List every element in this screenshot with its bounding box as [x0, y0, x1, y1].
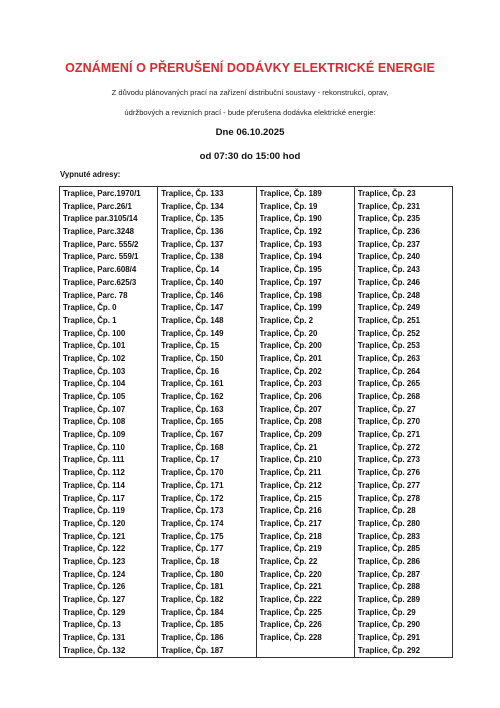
address-cell: Traplice, Čp. 165 — [161, 417, 224, 427]
address-cell: Traplice, Čp. 14 — [161, 265, 220, 275]
address-cell: Traplice, Čp. 210 — [259, 455, 322, 465]
address-cell: Traplice, Čp. 103 — [63, 366, 126, 376]
address-cell: Traplice, Čp. 286 — [357, 556, 421, 566]
address-cell: Traplice, Čp. 287 — [357, 569, 421, 579]
address-cell: Traplice, Čp. 198 — [259, 290, 322, 300]
address-cell: Traplice, Čp. 136 — [161, 227, 224, 237]
address-cell: Traplice, Čp. 20 — [259, 328, 318, 338]
address-cell: Traplice, Čp. 231 — [357, 201, 421, 211]
address-cell: Traplice, Čp. 126 — [63, 582, 126, 592]
address-cell: Traplice, Parc.608/4 — [63, 265, 137, 275]
address-cell: Traplice, Čp. 243 — [357, 265, 421, 275]
address-cell: Traplice, Čp. 271 — [357, 430, 421, 440]
address-cell: Traplice, Čp. 216 — [259, 506, 322, 516]
address-cell: Traplice, Čp. 102 — [63, 353, 126, 363]
address-cell: Traplice, Čp. 207 — [259, 404, 322, 414]
address-cell: Traplice, Čp. 0 — [63, 303, 117, 313]
address-cell: Traplice, Čp. 288 — [357, 582, 421, 592]
address-cell: Traplice, Čp. 104 — [63, 379, 126, 389]
address-cell: Traplice, Čp. 277 — [357, 480, 421, 490]
address-cell: Traplice, Čp. 206 — [259, 392, 322, 401]
address-cell: Traplice, Čp. 112 — [63, 468, 125, 478]
address-cell: Traplice, Čp. 114 — [63, 480, 125, 490]
address-cell: Traplice, Čp. 167 — [161, 430, 224, 440]
address-cell: Traplice, Čp. 276 — [357, 468, 421, 478]
address-cell: Traplice, Čp. 2 — [259, 315, 314, 325]
address-cell: Traplice, Čp. 105 — [63, 392, 126, 401]
address-cell: Traplice, Čp. 184 — [161, 607, 224, 617]
address-cell: Traplice, Čp. 291 — [357, 633, 421, 643]
address-cell: Traplice, Čp. 263 — [357, 353, 421, 363]
address-column — [257, 187, 355, 657]
address-cell: Traplice, Čp. 135 — [161, 214, 224, 224]
address-cell: Traplice, Čp. 148 — [161, 315, 224, 325]
address-cell: Traplice, Čp. 218 — [259, 531, 322, 541]
address-cell: Traplice, Čp. 253 — [357, 341, 421, 351]
address-cell: Traplice, Čp. 193 — [259, 239, 322, 249]
address-cell: Traplice, Čp. 272 — [357, 442, 421, 452]
address-cell: Traplice, Čp. 270 — [357, 417, 421, 427]
address-cell: Traplice, Čp. 107 — [63, 404, 126, 414]
address-cell: Traplice, Čp. 23 — [357, 189, 416, 198]
address-cell: Traplice, Čp. 149 — [161, 328, 224, 338]
address-cell: Traplice, Čp. 194 — [259, 252, 322, 262]
address-cell: Traplice, Čp. 249 — [357, 303, 421, 313]
address-cell: Traplice, Čp. 29 — [357, 607, 416, 617]
address-cell: Traplice, Čp. 236 — [357, 227, 421, 237]
address-cell: Traplice, Čp. 21 — [259, 442, 318, 452]
address-cell: Traplice, Čp. 174 — [161, 518, 224, 528]
address-cell: Traplice, Čp. 147 — [161, 303, 224, 313]
address-cell: Traplice, Čp. 248 — [357, 290, 421, 300]
address-cell: Traplice, Čp. 219 — [259, 544, 322, 554]
address-cell: Traplice, Čp. 127 — [63, 595, 126, 604]
address-cell: Traplice, Čp. 225 — [259, 607, 322, 617]
address-cell: Traplice, Čp. 123 — [63, 556, 126, 566]
address-cell: Traplice, Čp. 146 — [161, 290, 224, 300]
address-cell: Traplice, Čp. 27 — [357, 404, 416, 414]
address-cell: Traplice, Parc. 559/1 — [63, 252, 139, 262]
address-cell: Traplice, Čp. 235 — [357, 214, 421, 224]
address-cell: Traplice, Čp. 121 — [63, 531, 126, 541]
address-cell: Traplice, Čp. 192 — [259, 227, 322, 237]
address-cell: Traplice, Čp. 162 — [161, 392, 224, 401]
address-cell: Traplice, Čp. 182 — [161, 595, 224, 604]
address-cell: Traplice, Čp. 215 — [259, 493, 322, 503]
address-cell: Traplice, Čp. 108 — [63, 417, 126, 427]
address-cell: Traplice, Čp. 18 — [161, 556, 220, 566]
address-cell: Traplice, Čp. 175 — [161, 531, 224, 541]
address-cell: Traplice, Čp. 220 — [259, 569, 322, 579]
address-cell: Traplice, Čp. 209 — [259, 430, 322, 440]
address-cell: Traplice, Čp. 208 — [259, 417, 322, 427]
address-cell: Traplice, Čp. 203 — [259, 379, 322, 389]
outage-date: Dne 06.10.2025 — [215, 127, 285, 138]
address-cell: Traplice, Čp. 13 — [63, 620, 121, 630]
address-cell: Traplice, Parc. 555/2 — [63, 239, 139, 249]
address-cell: Traplice, Čp. 101 — [63, 341, 126, 351]
address-cell: Traplice, Čp. 17 — [161, 455, 220, 465]
address-cell: Traplice, Čp. 187 — [161, 645, 224, 655]
address-cell: Traplice, Čp. 186 — [161, 633, 224, 643]
address-cell: Traplice par.3105/14 — [63, 214, 138, 224]
address-cell: Traplice, Čp. 246 — [357, 277, 421, 287]
address-cell: Traplice, Čp. 109 — [63, 430, 126, 440]
address-cell: Traplice, Čp. 285 — [357, 544, 421, 554]
address-cell: Traplice, Čp. 181 — [161, 582, 224, 592]
notice-title: OZNÁMENÍ O PŘERUŠENÍ DODÁVKY ELEKTRICKÉ ENERGIE — [65, 61, 435, 75]
outage-time: od 07:30 do 15:00 hod — [199, 151, 301, 162]
address-cell: Traplice, Čp. 251 — [357, 315, 421, 325]
address-cell: Traplice, Čp. 290 — [357, 620, 421, 630]
address-cell: Traplice, Čp. 131 — [63, 633, 126, 643]
address-cell: Traplice, Čp. 265 — [357, 379, 421, 389]
address-cell: Traplice, Čp. 264 — [357, 366, 421, 376]
address-column — [60, 187, 158, 657]
address-cell: Traplice, Čp. 202 — [259, 366, 322, 376]
address-cell: Traplice, Čp. 161 — [161, 379, 224, 389]
address-cell: Traplice, Čp. 280 — [357, 518, 421, 528]
address-table — [59, 186, 453, 658]
intro-text-line-2: údržbových a revizních prací - bude přerušena dodávka elektrické energie: — [124, 108, 376, 117]
address-cell: Traplice, Čp. 137 — [161, 239, 224, 249]
address-cell: Traplice, Čp. 190 — [259, 214, 322, 224]
address-cell: Traplice, Čp. 100 — [63, 328, 126, 338]
address-cell: Traplice, Čp. 138 — [161, 252, 224, 262]
address-cell: Traplice, Čp. 189 — [259, 189, 322, 198]
address-cell: Traplice, Čp. 240 — [357, 252, 421, 262]
address-cell: Traplice, Parc.26/1 — [63, 201, 132, 211]
address-cell: Traplice, Parc.3248 — [63, 227, 135, 237]
address-cell: Traplice, Čp. 228 — [259, 633, 322, 643]
address-cell: Traplice, Čp. 292 — [357, 645, 421, 655]
address-cell: Traplice, Čp. 180 — [161, 569, 224, 579]
address-cell: Traplice, Čp. 129 — [63, 607, 126, 617]
address-cell: Traplice, Čp. 168 — [161, 442, 224, 452]
address-cell: Traplice, Čp. 16 — [161, 366, 220, 376]
address-cell: Traplice, Čp. 211 — [259, 468, 322, 478]
address-cell: Traplice, Čp. 134 — [161, 201, 224, 211]
address-cell: Traplice, Čp. 200 — [259, 341, 322, 351]
address-cell: Traplice, Čp. 252 — [357, 328, 421, 338]
address-cell: Traplice, Čp. 171 — [161, 480, 224, 490]
address-cell: Traplice, Čp. 222 — [259, 595, 322, 604]
address-cell: Traplice, Čp. 140 — [161, 277, 224, 287]
address-cell: Traplice, Čp. 199 — [259, 303, 322, 313]
address-cell: Traplice, Čp. 117 — [63, 493, 125, 503]
address-cell: Traplice, Čp. 172 — [161, 493, 224, 503]
address-cell: Traplice, Čp. 163 — [161, 404, 224, 414]
address-cell: Traplice, Parc.1970/1 — [63, 189, 141, 198]
address-cell: Traplice, Čp. 122 — [63, 544, 126, 554]
address-cell: Traplice, Čp. 226 — [259, 620, 322, 630]
address-cell: Traplice, Čp. 111 — [63, 455, 125, 465]
address-cell: Traplice, Čp. 237 — [357, 239, 421, 249]
address-cell: Traplice, Čp. 28 — [357, 506, 416, 516]
address-cell: Traplice, Čp. 185 — [161, 620, 224, 630]
address-cell: Traplice, Čp. 150 — [161, 353, 224, 363]
address-cell: Traplice, Čp. 177 — [161, 544, 224, 554]
address-cell: Traplice, Čp. 289 — [357, 595, 421, 604]
address-cell: Traplice, Čp. 133 — [161, 189, 224, 198]
address-cell: Traplice, Čp. 119 — [63, 506, 125, 516]
address-column — [355, 187, 452, 657]
address-cell: Traplice, Čp. 283 — [357, 531, 421, 541]
addresses-label: Vypnuté adresy: — [60, 170, 121, 179]
address-cell: Traplice, Čp. 124 — [63, 569, 126, 579]
address-cell: Traplice, Čp. 195 — [259, 265, 322, 275]
address-cell: Traplice, Parc.625/3 — [63, 277, 137, 287]
address-cell: Traplice, Parc. 78 — [63, 290, 128, 300]
address-cell: Traplice, Čp. 221 — [259, 582, 322, 592]
intro-text-line-1: Z důvodu plánovaných prací na zařízení distribuční soustavy - rekonstrukcí, oprav, — [111, 88, 389, 97]
address-cell: Traplice, Čp. 15 — [161, 341, 220, 351]
address-cell: Traplice, Čp. 120 — [63, 518, 126, 528]
address-cell: Traplice, Čp. 110 — [63, 442, 125, 452]
address-cell: Traplice, Čp. 19 — [259, 201, 318, 211]
address-cell: Traplice, Čp. 1 — [63, 315, 117, 325]
address-cell: Traplice, Čp. 212 — [259, 480, 322, 490]
address-cell: Traplice, Čp. 268 — [357, 392, 421, 401]
address-cell: Traplice, Čp. 217 — [259, 518, 322, 528]
address-cell: Traplice, Čp. 22 — [259, 556, 318, 566]
address-cell: Traplice, Čp. 197 — [259, 277, 322, 287]
address-cell: Traplice, Čp. 132 — [63, 645, 126, 655]
address-cell: Traplice, Čp. 278 — [357, 493, 421, 503]
address-cell: Traplice, Čp. 170 — [161, 468, 224, 478]
address-cell: Traplice, Čp. 273 — [357, 455, 421, 465]
address-column — [158, 187, 256, 657]
address-cell: Traplice, Čp. 173 — [161, 506, 224, 516]
address-cell: Traplice, Čp. 201 — [259, 353, 322, 363]
